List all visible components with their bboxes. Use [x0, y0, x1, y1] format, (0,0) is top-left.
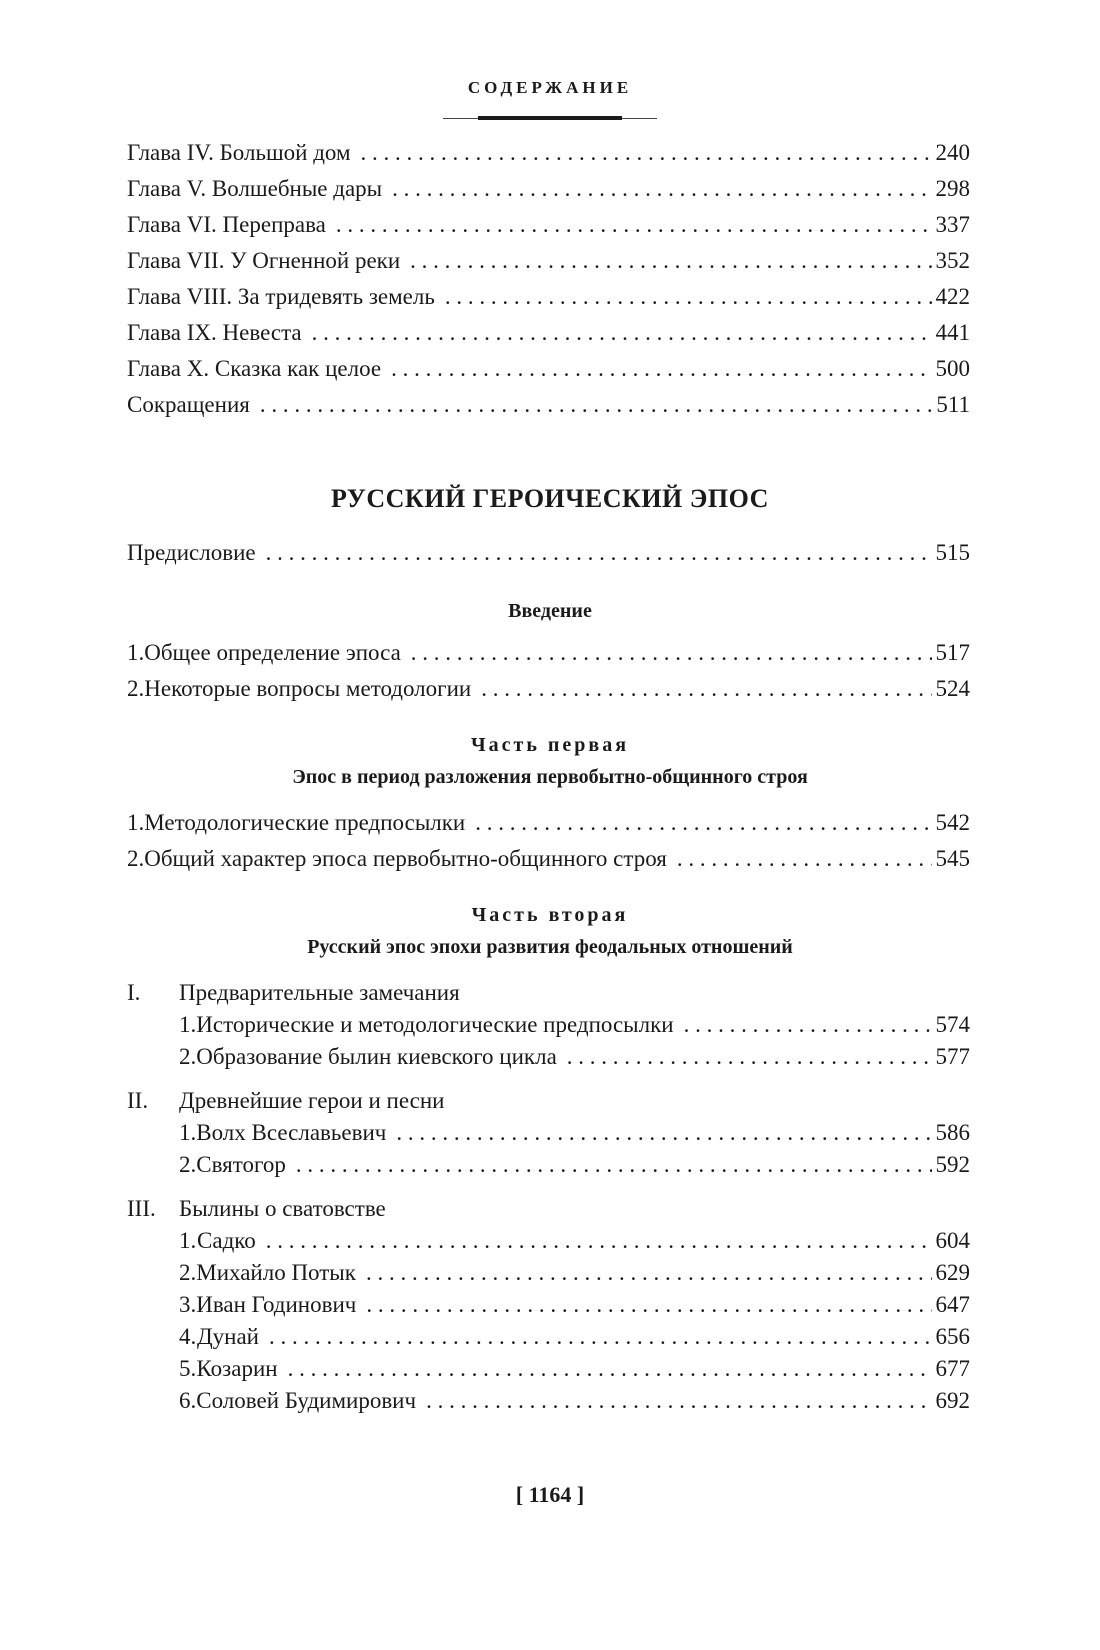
toc-entry-preface[interactable]: [127, 538, 970, 568]
entry-page: 298: [935, 176, 970, 201]
leader-dots: [260, 390, 933, 420]
entry-page: 542: [935, 810, 970, 835]
section-title: Предварительные замечания: [179, 980, 460, 1005]
entry-page: 577: [935, 1044, 970, 1069]
leader-dots: [361, 138, 932, 168]
entry-title: Соловей Будимирович: [196, 1388, 417, 1413]
entry-title: Михайло Потык: [196, 1260, 356, 1285]
entry-page: 337: [935, 212, 970, 237]
entry-number: 2.: [179, 1152, 197, 1177]
leader-dots: [296, 1150, 932, 1180]
entry-number: 2.: [179, 1044, 197, 1069]
toc-entry[interactable]: [179, 1290, 970, 1320]
entry-page: 441: [935, 320, 970, 345]
toc-entry[interactable]: [127, 138, 970, 168]
page-folio: [ 1164 ]: [515, 1482, 585, 1507]
entry-number: 2.: [127, 846, 145, 871]
entry-page: 677: [935, 1356, 970, 1381]
leader-dots: [266, 1226, 932, 1256]
toc-entry[interactable]: [179, 1150, 970, 1180]
entry-title: Глава IX. Невеста: [127, 320, 302, 345]
entry-number: 3.: [179, 1292, 197, 1317]
entry-page: 604: [935, 1228, 970, 1253]
entry-title: Глава VII. У Огненной реки: [127, 248, 401, 273]
toc-entry[interactable]: [127, 354, 970, 384]
entry-page: 352: [935, 248, 970, 273]
toc-entry[interactable]: [127, 844, 970, 874]
toc-entry[interactable]: [127, 638, 970, 668]
part1-label: Часть первая: [470, 734, 630, 756]
entry-page: 545: [935, 846, 970, 871]
entry-page: 629: [935, 1260, 970, 1285]
leader-dots: [266, 538, 932, 568]
toc-entry[interactable]: [179, 1354, 970, 1384]
entry-title: Некоторые вопросы методологии: [144, 676, 472, 701]
leader-dots: [312, 318, 932, 348]
section-title: Древнейшие герои и песни: [179, 1088, 445, 1113]
entry-number: 1.: [179, 1228, 197, 1253]
leader-dots: [475, 808, 931, 838]
entry-title: Общий характер эпоса первобытно-общинного строя: [144, 846, 667, 871]
entry-title: Волх Всеславьевич: [196, 1120, 387, 1145]
part1-heading: Эпос в период разложения первобытно-общинного строя: [292, 766, 808, 788]
leader-dots: [366, 1258, 932, 1288]
part2-label: Часть вторая: [471, 904, 629, 926]
leader-dots: [410, 246, 931, 276]
leader-dots: [426, 1386, 931, 1416]
entry-title: Глава V. Волшебные дары: [127, 176, 383, 201]
entry-page: 515: [935, 540, 970, 565]
entry-number: 2.: [127, 676, 145, 701]
entry-title: Исторические и методологические предпосылки: [196, 1012, 674, 1037]
toc-entry[interactable]: [179, 1258, 970, 1288]
entry-number: 1.: [127, 640, 145, 665]
entry-page: 500: [935, 356, 970, 381]
section-heading-roman[interactable]: [127, 978, 460, 1008]
toc-entry[interactable]: [127, 210, 970, 240]
entry-number: 1.: [127, 810, 145, 835]
leader-dots: [684, 1010, 932, 1040]
leader-dots: [481, 674, 931, 704]
leader-dots: [677, 844, 932, 874]
running-head: СОДЕРЖАНИЕ: [467, 78, 633, 97]
entry-title: Глава VI. Переправа: [127, 212, 326, 237]
toc-entry[interactable]: [127, 246, 970, 276]
toc-entry[interactable]: [179, 1322, 970, 1352]
entry-page: 240: [935, 140, 970, 165]
entry-title: Святогор: [196, 1152, 286, 1177]
section-heading-roman[interactable]: [127, 1086, 444, 1116]
entry-number: 6.: [179, 1388, 197, 1413]
entry-page: 524: [935, 676, 970, 701]
section-number: II.: [127, 1088, 149, 1113]
entry-title: Методологические предпосылки: [144, 810, 466, 835]
entry-title: Общее определение эпоса: [144, 640, 401, 665]
entry-number: 1.: [179, 1120, 197, 1145]
entry-title: Козарин: [196, 1356, 278, 1381]
leader-dots: [411, 638, 932, 668]
toc-entry[interactable]: [179, 1010, 970, 1040]
section-number: III.: [127, 1196, 156, 1221]
leader-dots: [288, 1354, 932, 1384]
leader-dots: [392, 174, 931, 204]
toc-entry[interactable]: [179, 1386, 970, 1416]
entry-page: 422: [935, 284, 970, 309]
entry-title: Глава VIII. За тридевять земель: [127, 284, 435, 309]
entry-title: Иван Годинович: [196, 1292, 357, 1317]
entry-page: 656: [935, 1324, 970, 1349]
leader-dots: [336, 210, 932, 240]
toc-entry[interactable]: [127, 674, 970, 704]
entry-number: 1.: [179, 1012, 197, 1037]
entry-page: 592: [935, 1152, 970, 1177]
header-rule-thick: [478, 116, 622, 120]
leader-dots: [396, 1118, 931, 1148]
entry-title: Предисловие: [127, 540, 256, 565]
toc-entry[interactable]: [179, 1042, 970, 1072]
leader-dots: [269, 1322, 932, 1352]
entry-title: Дунай: [196, 1324, 259, 1349]
entry-title: Глава X. Сказка как целое: [127, 356, 382, 381]
section-number: I.: [127, 980, 141, 1005]
section-title: Былины о сватовстве: [179, 1196, 386, 1221]
toc-entry[interactable]: [179, 1118, 970, 1148]
leader-dots: [366, 1290, 931, 1320]
entry-number: 4.: [179, 1324, 197, 1349]
toc-entry[interactable]: [127, 282, 970, 312]
section-heading-roman[interactable]: [127, 1194, 386, 1224]
leader-dots: [567, 1042, 932, 1072]
part2-heading: Русский эпос эпохи развития феодальных отношений: [307, 936, 793, 958]
book-title: РУССКИЙ ГЕРОИЧЕСКИЙ ЭПОС: [331, 484, 769, 513]
toc-entry[interactable]: [127, 318, 970, 348]
toc-entry[interactable]: [127, 390, 970, 420]
toc-entry[interactable]: [127, 174, 970, 204]
entry-title: Сокращения: [127, 392, 250, 417]
entry-page: 586: [935, 1120, 970, 1145]
entry-page: 511: [936, 392, 970, 417]
entry-page: 517: [935, 640, 970, 665]
entry-page: 692: [935, 1388, 970, 1413]
intro-heading: Введение: [508, 600, 592, 622]
entry-page: 574: [935, 1012, 970, 1037]
entry-title: Глава IV. Большой дом: [127, 140, 351, 165]
toc-entry[interactable]: [127, 808, 970, 838]
entry-number: 2.: [179, 1260, 197, 1285]
leader-dots: [445, 282, 932, 312]
entry-title: Садко: [197, 1228, 256, 1253]
toc-entry[interactable]: [179, 1226, 970, 1256]
entry-title: Образование былин киевского цикла: [196, 1044, 557, 1069]
entry-page: 647: [935, 1292, 970, 1317]
leader-dots: [391, 354, 931, 384]
entry-number: 5.: [179, 1356, 197, 1381]
